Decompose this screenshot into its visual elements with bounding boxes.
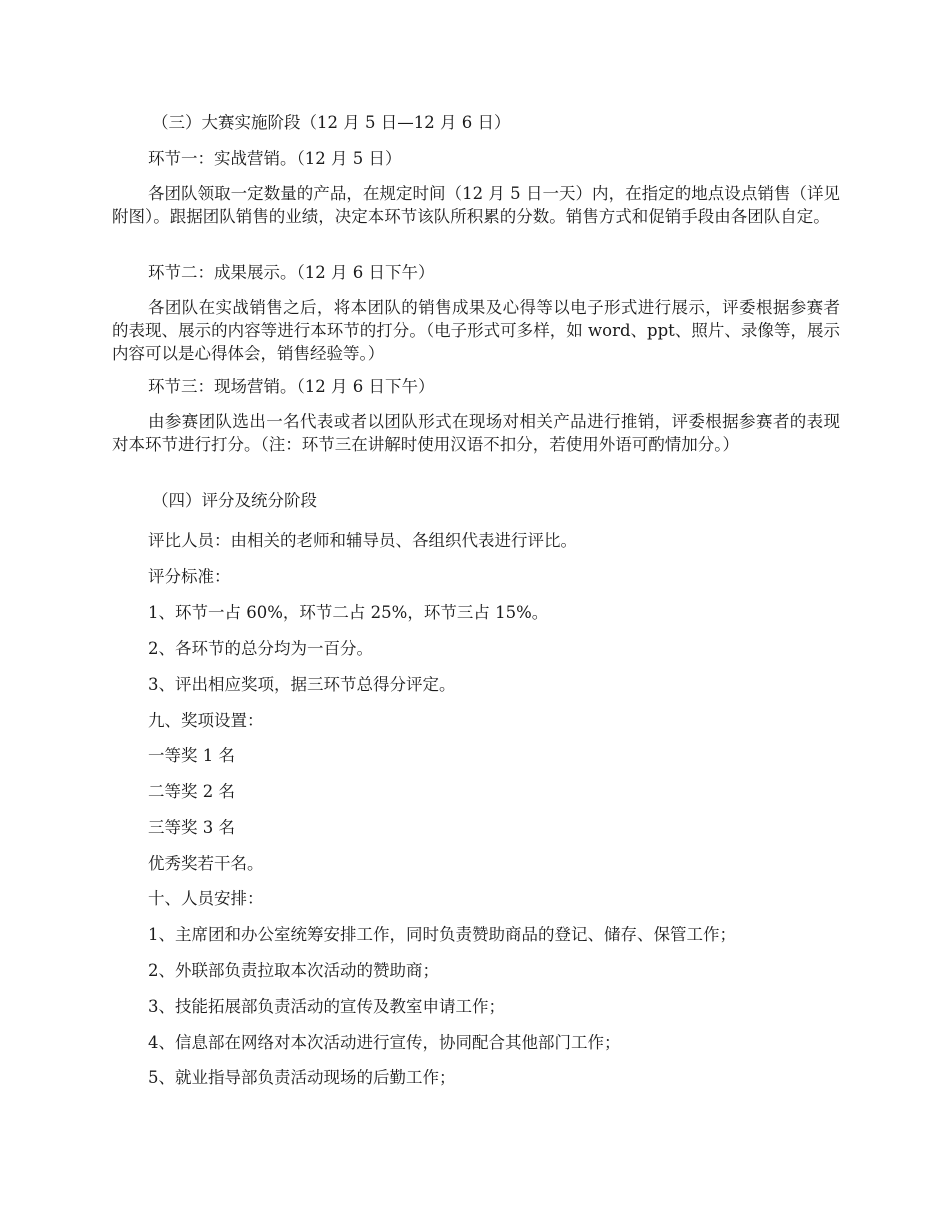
criteria-item: 3、评出相应奖项，据三环节总得分评定。 [148, 675, 456, 694]
award-item: 二等奖 2 名 [148, 782, 235, 801]
criteria-item: 2、各环节的总分均为一百分。 [148, 639, 373, 658]
judges-text: 评比人员：由相关的老师和辅导员、各组织代表进行评比。 [148, 531, 577, 550]
step-1-body: 各团队领取一定数量的产品，在规定时间（12 月 5 日一天）内，在指定的地点设点销售（详见附图）。跟据团队销售的业绩，决定本环节该队所积累的分数。销售方式和促销手段由各团队自定。 [112, 184, 840, 226]
criteria-title: 评分标准： [148, 567, 231, 586]
staff-item: 4、信息部在网络对本次活动进行宣传，协同配合其他部门工作； [148, 1033, 621, 1052]
step-3-body: 由参赛团队选出一名代表或者以团队形式在现场对相关产品进行推销，评委根据参赛者的表现对本环节进行打分。（注：环节三在讲解时使用汉语不扣分，若使用外语可酌情加分。） [112, 412, 840, 454]
step-2-title: 环节二：成果展示。（12 月 6 日下午） [148, 263, 435, 282]
heading-stage-4: （四）评分及统分阶段 [152, 491, 317, 510]
staff-item: 1、主席团和办公室统筹安排工作，同时负责赞助商品的登记、储存、保管工作； [148, 925, 736, 944]
heading-stage-3: （三）大赛实施阶段（12 月 5 日—12 月 6 日） [152, 113, 511, 132]
criteria-item: 1、环节一占 60%，环节二占 25%，环节三占 15%。 [148, 603, 549, 622]
awards-title: 九、奖项设置： [148, 711, 264, 730]
step-1-title: 环节一：实战营销。（12 月 5 日） [148, 149, 402, 168]
step-2-body: 各团队在实战销售之后，将本团队的销售成果及心得等以电子形式进行展示，评委根据参赛者的表现、展示的内容等进行本环节的打分。（电子形式可多样，如 word、ppt、照片、录像等，展示内容可以是心得体会，销售经验等。） [112, 298, 840, 363]
staff-item: 2、外联部负责拉取本次活动的赞助商； [148, 961, 439, 980]
staff-title: 十、人员安排： [148, 889, 264, 908]
award-item: 一等奖 1 名 [148, 746, 235, 765]
award-item: 优秀奖若干名。 [148, 854, 264, 873]
step-3-title: 环节三：现场营销。（12 月 6 日下午） [148, 377, 435, 396]
staff-item: 5、就业指导部负责活动现场的后勤工作； [148, 1068, 456, 1087]
staff-item: 3、技能拓展部负责活动的宣传及教室申请工作； [148, 997, 505, 1016]
award-item: 三等奖 3 名 [148, 818, 235, 837]
